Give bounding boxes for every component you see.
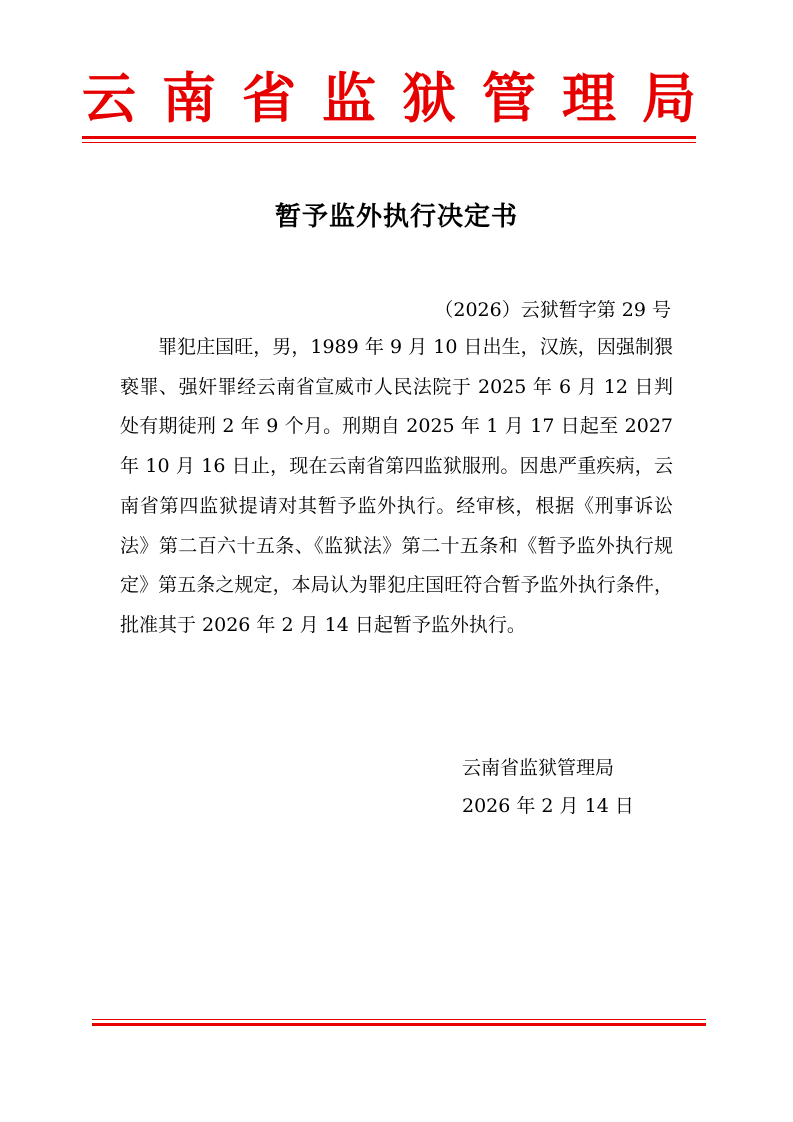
letterhead-divider-thin [82,142,696,143]
letterhead-char: 理 [562,67,616,130]
letterhead-char: 狱 [402,67,456,130]
document-body: 罪犯庄国旺，男，1989 年 9 月 10 日出生，汉族，因强制猥亵罪、强奸罪经云南省宣威市人民法院于 2025 年 6 月 12 日判处有期徒刑 2 年 9 个月。刑期自 2025 年 1 月 17 日起至 2027 年 10 月 16 日止，现在云南省第四监狱服刑。因患严重疾病，云南省第四监狱提请对其暂予监外执行。经审核，根据《刑事诉讼法》第二百六十五条、《监狱法》第二十五条和《暂予监外执行规定》第五条之规定，本局认为罪犯庄国旺符合暂予监外执行条件，批准其于 2026 年 2 月 14 日起暂予监外执行。 [120,336,673,636]
footer-divider-thick [92,1023,706,1026]
letterhead-divider-thick [82,136,696,139]
document-number: （2026）云狱暂字第 29 号 [434,299,671,321]
letterhead-char: 管 [482,67,536,130]
letterhead-title [82,64,696,134]
signature-organization: 云南省监狱管理局 [462,757,615,779]
letterhead-char: 南 [162,67,216,130]
letterhead-char: 监 [322,67,376,130]
letterhead-char: 省 [242,67,296,130]
document-title: 暂予监外执行决定书 [274,202,518,232]
letterhead-char: 局 [642,67,696,130]
footer-divider-thin [92,1019,706,1020]
letterhead-char: 云 [82,67,136,130]
signature-date: 2026 年 2 月 14 日 [462,795,634,817]
